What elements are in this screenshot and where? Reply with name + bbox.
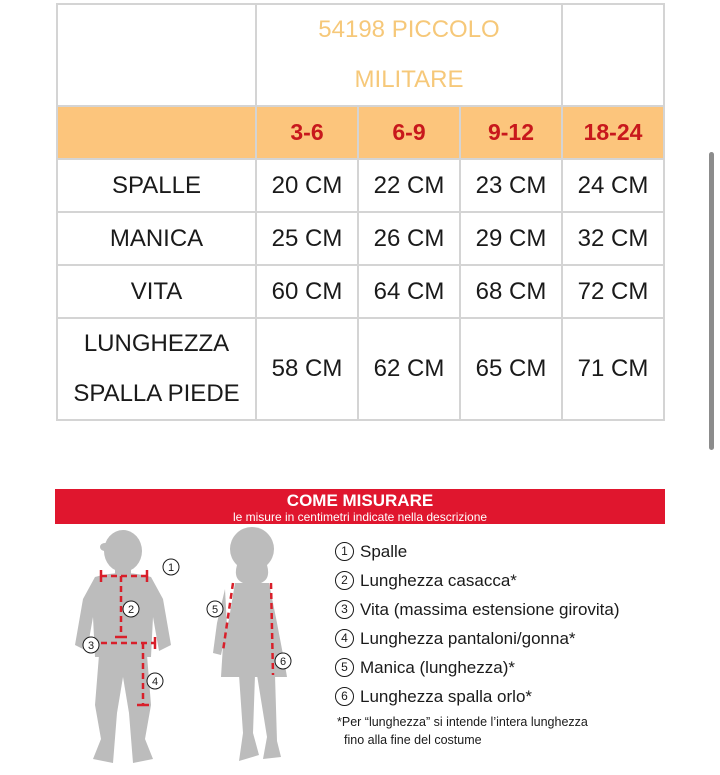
table-cell: 62 CM [359, 319, 459, 419]
table-cell: 24 CM [563, 160, 663, 211]
table-cell: 22 CM [359, 160, 459, 211]
product-title-line1: 54198 PICCOLO [318, 16, 500, 43]
legend-text: Lunghezza casacca* [360, 571, 517, 590]
legend-text: Lunghezza pantaloni/gonna* [360, 629, 576, 648]
row-label: VITA [58, 266, 255, 317]
size-header [359, 107, 459, 158]
size-chart-table [56, 3, 665, 421]
length-footnote [337, 713, 667, 749]
svg-text:3: 3 [87, 640, 95, 652]
table-cell: 32 CM [563, 213, 663, 264]
legend-number-badge: 4 [335, 629, 354, 648]
banner-title: COME MISURARE [286, 491, 434, 510]
footnote-line1: *Per “lunghezza” si intende l’intera lunghezza [337, 715, 588, 729]
table-row [58, 160, 663, 211]
product-title-cell [257, 5, 561, 105]
svg-text:6: 6 [279, 656, 287, 668]
empty-title-cell [563, 5, 663, 105]
legend-number-badge: 3 [335, 600, 354, 619]
legend-item [335, 682, 675, 711]
banner-subtitle: le misure in centimetri indicate nella descrizione [232, 510, 488, 524]
header-label-cell [58, 107, 255, 158]
legend-text: Vita (massima estensione girovita) [360, 600, 620, 619]
legend-number-badge: 2 [335, 571, 354, 590]
legend-text: Lunghezza spalla orlo* [360, 687, 533, 706]
row-label-line2: SPALLA PIEDE [73, 380, 240, 407]
size-header [563, 107, 663, 158]
footnote-line2: fino alla fine del costume [344, 733, 482, 747]
row-label: SPALLE [58, 160, 255, 211]
title-row [58, 5, 663, 105]
legend-number-badge: 5 [335, 658, 354, 677]
size-header [257, 107, 357, 158]
table-cell: 68 CM [461, 266, 561, 317]
size-header-text: 18-24 [583, 119, 643, 145]
table-row [58, 213, 663, 264]
legend-number-badge: 6 [335, 687, 354, 706]
table-cell: 26 CM [359, 213, 459, 264]
size-header [461, 107, 561, 158]
row-label-line1: LUNGHEZZA [83, 330, 230, 357]
size-header-text: 3-6 [290, 119, 324, 145]
legend-number-badge: 1 [335, 542, 354, 561]
legend-item [335, 595, 675, 624]
table-cell: 65 CM [461, 319, 561, 419]
row-label [58, 319, 255, 419]
table-row [58, 266, 663, 317]
row-label: MANICA [58, 213, 255, 264]
svg-text:5: 5 [211, 604, 219, 616]
size-header-text: 6-9 [392, 119, 426, 145]
table-cell: 58 CM [257, 319, 357, 419]
page-scrollbar[interactable] [709, 152, 714, 450]
size-header-row [58, 107, 663, 158]
measure-legend [335, 537, 675, 711]
table-cell: 29 CM [461, 213, 561, 264]
table-cell: 60 CM [257, 266, 357, 317]
table-cell: 25 CM [257, 213, 357, 264]
svg-text:2: 2 [127, 604, 135, 616]
table-cell: 23 CM [461, 160, 561, 211]
legend-item [335, 653, 675, 682]
table-cell: 20 CM [257, 160, 357, 211]
how-to-measure-banner [55, 489, 665, 524]
table-cell: 71 CM [563, 319, 663, 419]
table-cell: 72 CM [563, 266, 663, 317]
product-title-line2: MILITARE [354, 66, 464, 93]
measuring-figures [55, 527, 325, 775]
table-cell: 64 CM [359, 266, 459, 317]
empty-corner-cell [58, 5, 255, 105]
legend-text: Spalle [360, 542, 408, 561]
how-to-measure-section [55, 489, 665, 775]
legend-item [335, 624, 675, 653]
svg-text:1: 1 [167, 562, 175, 574]
svg-text:4: 4 [151, 676, 159, 688]
legend-text: Manica (lunghezza)* [360, 658, 515, 677]
legend-item [335, 537, 675, 566]
legend-item [335, 566, 675, 595]
table-row [58, 319, 663, 419]
size-header-text: 9-12 [487, 119, 535, 145]
